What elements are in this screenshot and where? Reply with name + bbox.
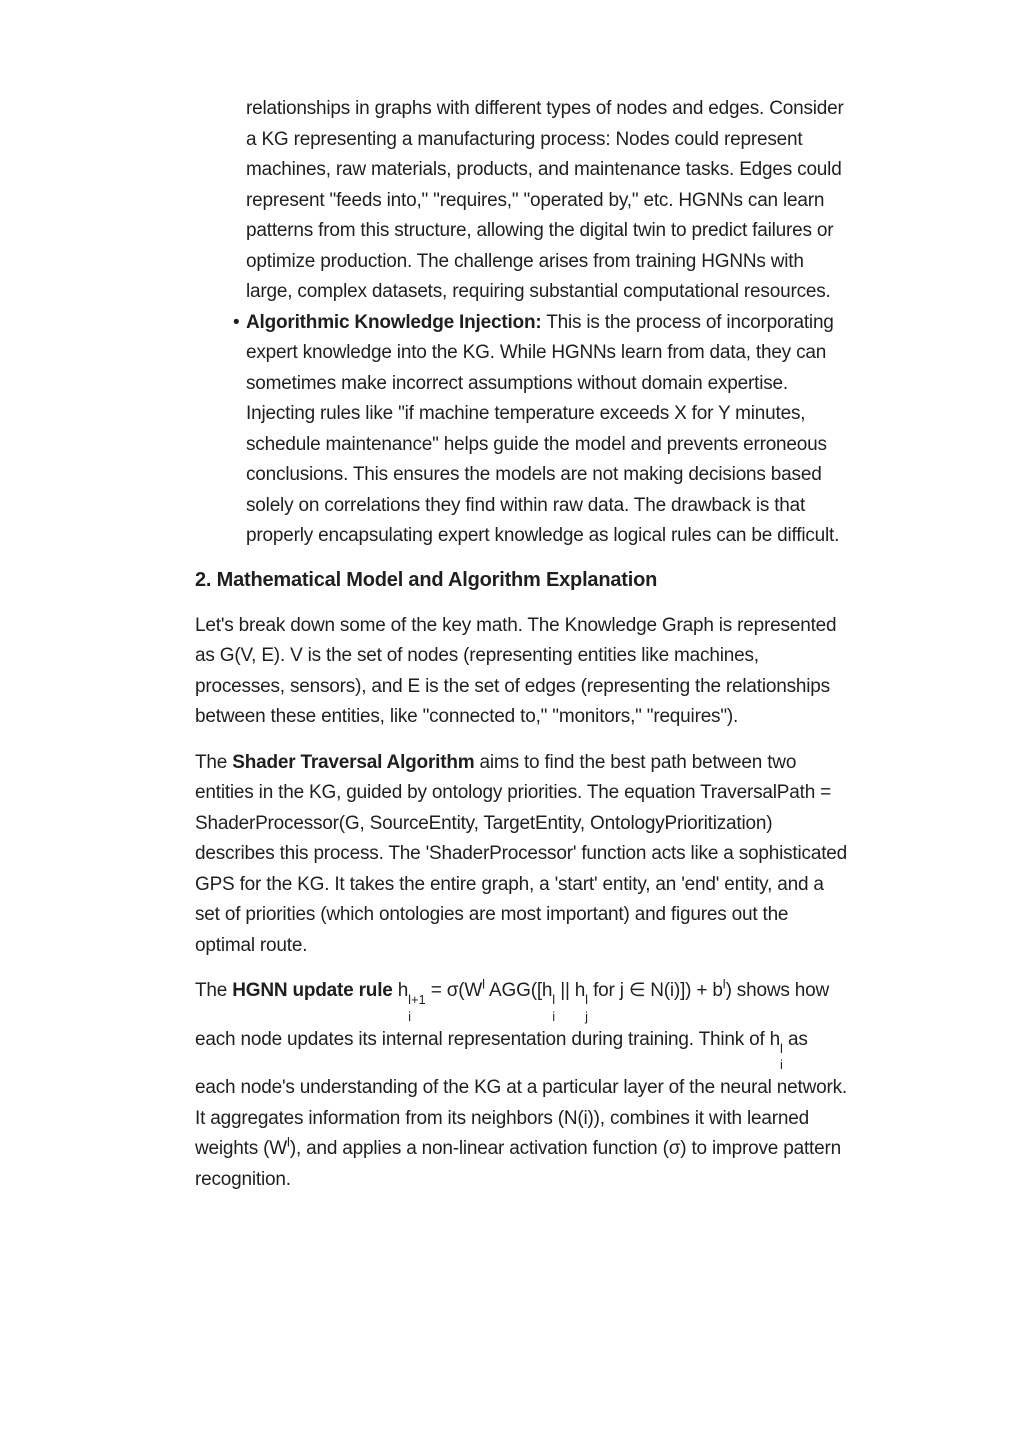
bullet-marker: • bbox=[233, 311, 240, 333]
math-subsup-stack bbox=[552, 992, 555, 1024]
document-content bbox=[195, 0, 847, 1195]
math-superscript: l bbox=[722, 976, 726, 992]
math-subsup-stack bbox=[585, 992, 588, 1024]
math-superscript: l bbox=[585, 992, 589, 1008]
math-superscript: l bbox=[286, 1134, 290, 1150]
list-item bbox=[195, 308, 847, 552]
list-item-continuation bbox=[195, 94, 847, 308]
math-subscript: i bbox=[780, 1057, 783, 1073]
math-superscript: l bbox=[780, 1041, 783, 1057]
bold-text: Algorithmic Knowledge Injection: bbox=[246, 311, 542, 333]
list-item-text: relationships in graphs with different types of nodes and edges. Consider a KG representing a manufacturing process: Nodes could represent machines, raw materials, products, and maintenance tasks. Edges could represent "feeds into," "requires," "operated by," etc. HGNNs can learn patterns from this structure, allowing the digital twin to predict failures or optimize production. The challenge arises from training HGNNs with large, complex datasets, requiring substantial computational resources. bbox=[246, 98, 844, 302]
math-subsup-stack bbox=[780, 1041, 783, 1073]
paragraph-knowledge-graph: Let's break down some of the key math. The Knowledge Graph is represented as G(V, E). V is the set of nodes (representing entities like machines, processes, sensors), and E is the set of edges (representing the relationships between these entities, like "connected to," "monitors," "requires"). bbox=[195, 614, 837, 727]
bold-text: Shader Traversal Algorithm bbox=[232, 751, 475, 773]
bullet-list bbox=[195, 94, 847, 552]
math-subscript: i bbox=[408, 1008, 411, 1024]
math-subscript: i bbox=[552, 1008, 556, 1024]
list-item-text: Algorithmic Knowledge Injection: This is the process of incorporating expert knowledge into the KG. While HGNNs learn from data, they can sometimes make incorrect assumptions without domain expertise. Injecting rules like "if machine temperature exceeds X for Y minutes, schedule maintenance" helps guide the model and prevents erroneous conclusions. This ensures the models are not making decisions based solely on correlations they find within raw data. The drawback is that properly encapsulating expert knowledge as logical rules can be difficult. bbox=[246, 311, 840, 546]
math-subsup-stack bbox=[408, 992, 426, 1024]
math-subscript: j bbox=[585, 1008, 589, 1024]
bold-text: HGNN update rule bbox=[232, 980, 393, 1001]
math-superscript: l+1 bbox=[408, 992, 426, 1008]
math-superscript: l bbox=[552, 992, 556, 1008]
paragraph-shader-traversal: The Shader Traversal Algorithm aims to find the best path between two entities in the KG, guided by ontology priorities. The equation TraversalPath = ShaderProcessor(G, SourceEntity, TargetEntity, OntologyPrioritization) describes this process. The 'ShaderProcessor' function acts like a sophisticated GPS for the KG. It takes the entire graph, a 'start' entity, an 'end' entity, and a set of priorities (which ontologies are most important) and figures out the optimal route. bbox=[195, 751, 848, 956]
paragraph-hgnn-update-rule: The HGNN update rule h l+1 i = $\sigma(W^l$ AGG([h l i || h l j for j ∈ $N(i)]) + b^l$) shows how each node updates its internal representation during training. Think of h l i as each node's understanding of the KG at a particular layer of the neural network. It aggregates information from its neighbors (N(i)), combines it with learned weights $(W^l)$, and applies a non-linear activation function (σ) to improve pattern recognition. bbox=[195, 976, 847, 1190]
section-heading: 2. Mathematical Model and Algorithm Explanation bbox=[195, 568, 658, 591]
math-superscript: l bbox=[482, 976, 486, 992]
